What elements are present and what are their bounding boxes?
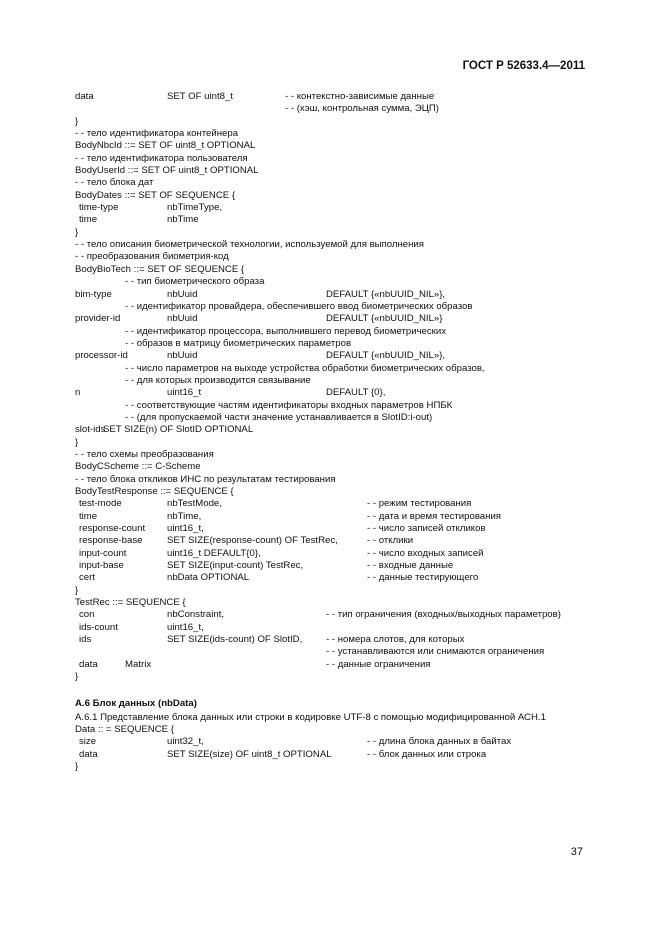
code-text: response-count bbox=[79, 523, 146, 535]
code-text: - - контекстно-зависимые данные bbox=[285, 91, 435, 102]
code-text: SET SIZE(response-count) OF TestRec, bbox=[167, 535, 338, 547]
code-text: - - отклики bbox=[367, 535, 414, 547]
code-text: - - дата и время тестирования bbox=[367, 510, 501, 522]
code-line bbox=[75, 276, 595, 288]
code-text: } bbox=[75, 671, 79, 683]
code-line bbox=[75, 400, 595, 412]
code-text: Matrix bbox=[125, 658, 152, 670]
code-line bbox=[75, 313, 595, 325]
code-text: uint16_t bbox=[167, 387, 202, 399]
code-text: - - образов в матрицу биометрических параметров bbox=[125, 337, 352, 349]
code-line bbox=[75, 712, 595, 724]
code-text: input-count bbox=[79, 547, 127, 559]
code-text: } bbox=[75, 115, 79, 127]
code-text: - - тело схемы преобразования bbox=[75, 448, 214, 460]
code-line bbox=[75, 202, 595, 214]
page-number: 37 bbox=[570, 846, 583, 858]
code-text: SET SIZE(size) OF uint8_t OPTIONAL bbox=[167, 748, 332, 760]
code-line bbox=[75, 671, 595, 683]
code-line bbox=[75, 227, 595, 239]
code-text: } bbox=[75, 760, 79, 772]
code-text: TestRec ::= SEQUENCE { bbox=[75, 597, 186, 609]
code-text: - - тип биометрического образа bbox=[125, 276, 265, 288]
code-text: - - число входных записей bbox=[367, 547, 484, 559]
code-line bbox=[75, 622, 595, 634]
code-text: SET SIZE(input-count) TestRec, bbox=[167, 560, 304, 572]
code-line bbox=[75, 498, 595, 510]
code-line bbox=[75, 461, 595, 473]
code-text: - - режим тестирования bbox=[367, 498, 472, 510]
code-text: SET SIZE(n) OF SlotID OPTIONAL bbox=[103, 424, 254, 436]
code-line bbox=[75, 572, 595, 584]
code-line bbox=[75, 338, 595, 350]
code-text: - - идентификатор провайдера, обеспечившего ввод биометрических образов bbox=[125, 300, 473, 312]
code-line bbox=[75, 350, 595, 362]
code-text: - - данные тестирующего bbox=[367, 572, 479, 584]
code-text: } bbox=[75, 226, 79, 238]
code-line bbox=[75, 535, 595, 547]
code-text: - - (хэш, контрольная сумма, ЭЦП) bbox=[285, 103, 439, 115]
code-line bbox=[75, 609, 595, 621]
code-text: input-base bbox=[79, 560, 124, 572]
code-line bbox=[75, 239, 595, 251]
code-line bbox=[75, 474, 595, 486]
code-text: BodyNbcId ::= SET OF uint8_t OPTIONAL bbox=[75, 140, 256, 152]
code-text: - - устанавливаются или снимаются ограничения bbox=[326, 646, 545, 658]
code-line bbox=[75, 153, 595, 165]
code-text: - - для которых производится связывание bbox=[125, 374, 311, 386]
code-text: nbTime bbox=[167, 214, 199, 226]
code-text: processor-id bbox=[75, 350, 128, 362]
code-text: DEFAULT {«nbUUID_NIL»}, bbox=[326, 288, 446, 300]
code-line bbox=[75, 634, 595, 646]
code-line bbox=[75, 128, 595, 140]
code-line bbox=[75, 289, 595, 301]
code-text: - - число параметров на выходе устройства обработки биометрических образов, bbox=[125, 362, 485, 374]
code-line bbox=[75, 326, 595, 338]
code-text: - - число записей откликов bbox=[367, 523, 486, 535]
section-heading bbox=[75, 698, 595, 712]
code-line bbox=[75, 251, 595, 263]
code-text: - - тело блока откликов ИНС по результатам тестирования bbox=[75, 473, 336, 485]
code-text: nbUuid bbox=[167, 350, 198, 362]
code-text: size bbox=[79, 736, 97, 748]
document-header: ГОСТ Р 52633.4—2011 bbox=[462, 60, 585, 72]
code-text: response-base bbox=[79, 535, 143, 547]
code-line bbox=[75, 659, 595, 671]
code-line bbox=[75, 214, 595, 226]
code-text: - - тело идентификатора пользователя bbox=[75, 152, 248, 164]
code-line bbox=[75, 585, 595, 597]
code-text: А.6.1 Представление блока данных или строки в кодировке UTF-8 с помощью модифицированной АСН.1 bbox=[75, 711, 546, 723]
code-text: ids bbox=[79, 634, 92, 646]
code-text: uint32_t, bbox=[167, 736, 204, 748]
code-line bbox=[75, 190, 595, 202]
code-text: А.6 Блок данных (nbData) bbox=[75, 697, 197, 709]
code-line bbox=[75, 91, 595, 103]
code-text: cert bbox=[79, 572, 95, 584]
code-text: BodyDates ::= SET OF SEQUENCE { bbox=[75, 189, 236, 201]
code-line bbox=[75, 437, 595, 449]
asn1-listing bbox=[75, 91, 595, 773]
code-text: data bbox=[79, 658, 98, 670]
code-text: - - тело идентификатора контейнера bbox=[75, 128, 239, 140]
code-text: - - соответствующие частям идентификаторы входных параметров НПБК bbox=[125, 399, 453, 411]
code-line bbox=[75, 548, 595, 560]
code-line bbox=[75, 412, 595, 424]
code-line bbox=[75, 363, 595, 375]
code-text: n bbox=[75, 387, 81, 399]
code-line bbox=[75, 749, 595, 761]
code-text: - - номера слотов, для которых bbox=[326, 634, 465, 646]
code-line bbox=[75, 736, 595, 748]
code-text: SET SIZE(ids-count) OF SlotID, bbox=[167, 634, 303, 646]
code-text: Data :: = SEQUENCE { bbox=[75, 723, 174, 735]
code-text: BodyCScheme ::= C-Scheme bbox=[75, 461, 201, 473]
code-line bbox=[75, 424, 595, 436]
code-text: time bbox=[79, 214, 98, 226]
code-line bbox=[75, 116, 595, 128]
code-text: time bbox=[79, 510, 98, 522]
code-line bbox=[75, 264, 595, 276]
code-text: provider-id bbox=[75, 313, 121, 325]
code-text: } bbox=[75, 436, 79, 448]
code-text: con bbox=[79, 609, 95, 621]
code-text: nbTime, bbox=[167, 510, 202, 522]
code-text: - - (для пропускаемой части значение устанавливается в SlotID:i-out) bbox=[125, 411, 433, 423]
code-text: - - входные данные bbox=[367, 560, 454, 572]
code-text: test-mode bbox=[79, 498, 122, 510]
code-text: } bbox=[75, 584, 79, 596]
code-text: data bbox=[79, 748, 98, 760]
code-line bbox=[75, 560, 595, 572]
code-text: DEFAULT {0}, bbox=[326, 387, 386, 399]
code-text: nbUuid bbox=[167, 288, 198, 300]
code-line bbox=[75, 646, 595, 658]
code-line bbox=[75, 387, 595, 399]
code-line bbox=[75, 103, 595, 115]
code-line bbox=[75, 140, 595, 152]
code-text: - - преобразования биометрия-код bbox=[75, 251, 229, 263]
code-text: ids-count bbox=[79, 621, 118, 633]
code-text: BodyUserId ::= SET OF uint8_t OPTIONAL bbox=[75, 165, 259, 177]
code-text: uint16_t, bbox=[167, 621, 204, 633]
code-line bbox=[75, 597, 595, 609]
code-text: BodyTestResponse ::= SEQUENCE { bbox=[75, 486, 234, 497]
code-text: - - тело блока дат bbox=[75, 177, 154, 189]
code-text: slot-ids bbox=[75, 424, 106, 436]
code-text: DEFAULT {«nbUUID_NIL»} bbox=[326, 313, 443, 325]
code-line bbox=[75, 761, 595, 773]
code-text: DEFAULT {«nbUUID_NIL»}, bbox=[326, 350, 446, 362]
code-line bbox=[75, 724, 595, 736]
code-text: data bbox=[75, 91, 94, 102]
code-text: - - тело описания биометрической технологии, используемой для выполнения bbox=[75, 239, 424, 251]
code-text: uint16_t DEFAULT{0}, bbox=[167, 547, 261, 559]
code-text: nbTestMode, bbox=[167, 498, 222, 510]
code-text: nbUuid bbox=[167, 313, 198, 325]
code-text: - - блок данных или строка bbox=[367, 748, 487, 760]
code-line bbox=[75, 165, 595, 177]
code-text: nbTimeType, bbox=[167, 202, 223, 214]
code-text: SET OF uint8_t bbox=[167, 91, 233, 102]
code-text: uint16_t, bbox=[167, 523, 204, 535]
code-text: BodyBioTech ::= SET OF SEQUENCE { bbox=[75, 263, 245, 275]
code-text: nbData OPTIONAL bbox=[167, 572, 250, 584]
code-line bbox=[75, 449, 595, 461]
code-text: - - данные ограничения bbox=[326, 658, 431, 670]
code-text: nbConstraint, bbox=[167, 609, 225, 621]
code-line bbox=[75, 375, 595, 387]
code-line bbox=[75, 301, 595, 313]
code-text: - - длина блока данных в байтах bbox=[367, 736, 512, 748]
code-line bbox=[75, 523, 595, 535]
code-line bbox=[75, 177, 595, 189]
code-text: - - идентификатор процессора, выполнившего перевод биометрических bbox=[125, 325, 447, 337]
code-line bbox=[75, 486, 595, 498]
code-line bbox=[75, 511, 595, 523]
code-text: - - тип ограничения (входных/выходных параметров) bbox=[326, 609, 561, 621]
code-text: time-type bbox=[79, 202, 119, 214]
code-text: bim-type bbox=[75, 288, 112, 300]
